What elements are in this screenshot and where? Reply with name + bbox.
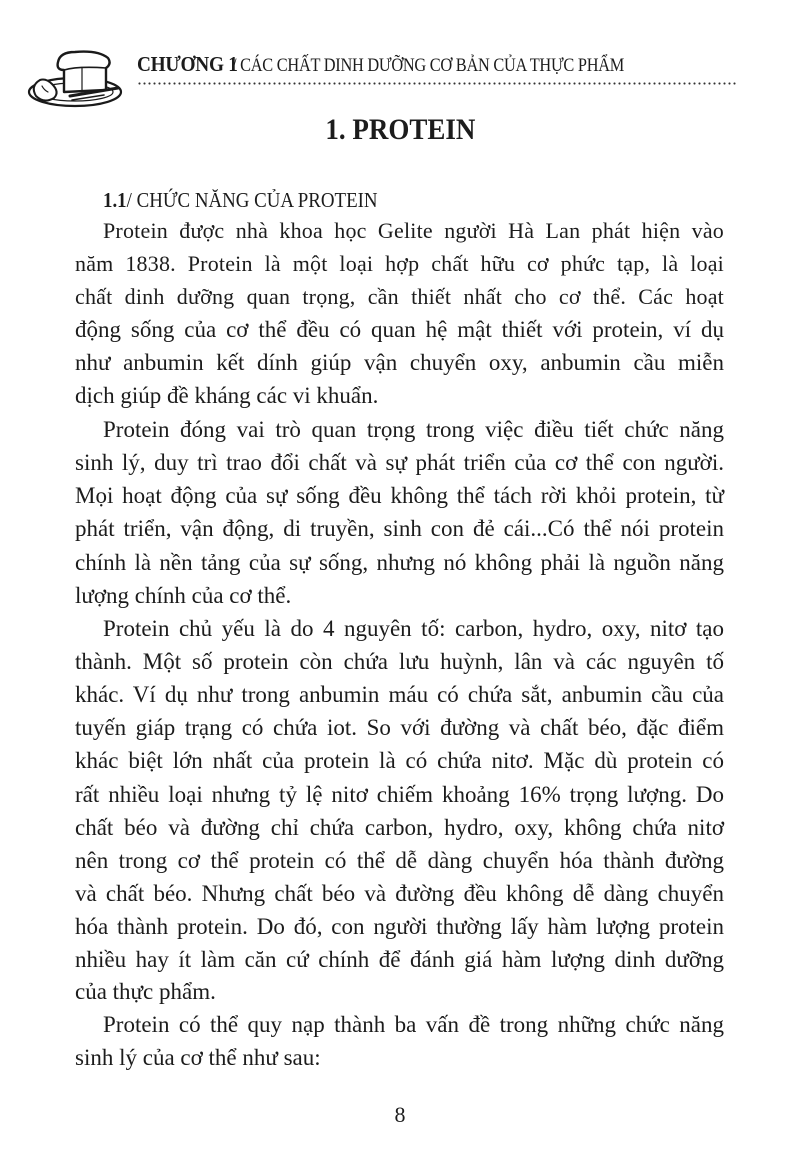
subsection-number: 1.1	[103, 188, 127, 212]
text-line: Protein chủ yếu là do 4 nguyên tố: carbon, hydro, oxy, nitơ tạo	[103, 615, 724, 641]
text-line: phát triển, vận động, di truyền, sinh con đẻ cái...Có thể nói protein	[75, 516, 724, 542]
text-line: nhiều hay ít làm căn cứ chính để đánh giá hàm lượng dinh dưỡng	[75, 947, 724, 973]
text-line: năm 1838. Protein là một loại hợp chất hữu cơ phức tạp, là loại	[75, 251, 724, 277]
subsection-title	[103, 188, 408, 213]
text-line: thành. Một số protein còn chứa lưu huỳnh, lân và các nguyên tố	[75, 648, 724, 674]
text-line: hóa thành protein. Do đó, con người thường lấy hàm lượng protein	[75, 914, 724, 940]
bread-loaf-icon	[20, 40, 130, 110]
text-line: khác. Ví dụ như trong anbumin máu có chứa sắt, anbumin cầu của	[75, 682, 724, 708]
page-number: 8	[394, 1102, 406, 1127]
header-dotted-rule	[137, 82, 737, 85]
chapter-title: / CÁC CHẤT DINH DƯỠNG CƠ BẢN CỦA THỰC PHẨM	[232, 55, 625, 76]
text-line: động sống của cơ thể đều có quan hệ mật thiết với protein, ví dụ	[75, 317, 724, 343]
text-line: lượng chính của cơ thể.	[75, 582, 292, 608]
text-line: chính là nền tảng của sự sống, nhưng nó không phải là nguồn năng	[75, 549, 724, 575]
text-line: nên trong cơ thể protein có thể dễ dàng chuyển hóa thành đường	[75, 847, 724, 873]
text-line: khác biệt lớn nhất của protein là có chứa nitơ. Mặc dù protein có	[75, 748, 724, 774]
text-line: dịch giúp đề kháng các vi khuẩn.	[75, 382, 379, 408]
text-line: tuyến giáp trạng có chứa iot. So với đường và chất béo, đặc điểm	[75, 715, 724, 741]
text-line: chất béo và đường chỉ chứa carbon, hydro, oxy, không chứa nitơ	[75, 814, 724, 840]
text-line: rất nhiều loại nhưng tỷ lệ nitơ chiếm khoảng 16% trọng lượng. Do	[75, 781, 724, 807]
text-line: sinh lý của cơ thể như sau:	[75, 1045, 321, 1070]
section-title: 1. PROTEIN	[324, 113, 476, 146]
text-line: của thực phẩm.	[75, 978, 216, 1004]
text-line: như anbumin kết dính giúp vận chuyển oxy, anbumin cầu miễn	[75, 349, 724, 375]
text-line: Mọi hoạt động của sự sống đều không thể tách rời khỏi protein, từ	[75, 483, 724, 509]
text-line: Protein có thể quy nạp thành ba vấn đề trong những chức năng	[103, 1011, 724, 1037]
text-line: Protein đóng vai trò quan trọng trong việc điều tiết chức năng	[103, 416, 724, 442]
text-line: Protein được nhà khoa học Gelite người Hà Lan phát hiện vào	[103, 218, 724, 243]
chapter-label: CHƯƠNG 1	[137, 52, 238, 76]
text-line: và chất béo. Nhưng chất béo và đường đều không dễ dàng chuyển	[75, 881, 724, 906]
chapter-header	[137, 52, 688, 77]
text-line: chất dinh dưỡng quan trọng, cần thiết nhất cho cơ thể. Các hoạt	[75, 284, 724, 310]
subsection-label: / CHỨC NĂNG CỦA PROTEIN	[126, 188, 378, 212]
text-line: sinh lý, duy trì trao đổi chất và sự phát triển của cơ thể con người.	[75, 450, 724, 475]
